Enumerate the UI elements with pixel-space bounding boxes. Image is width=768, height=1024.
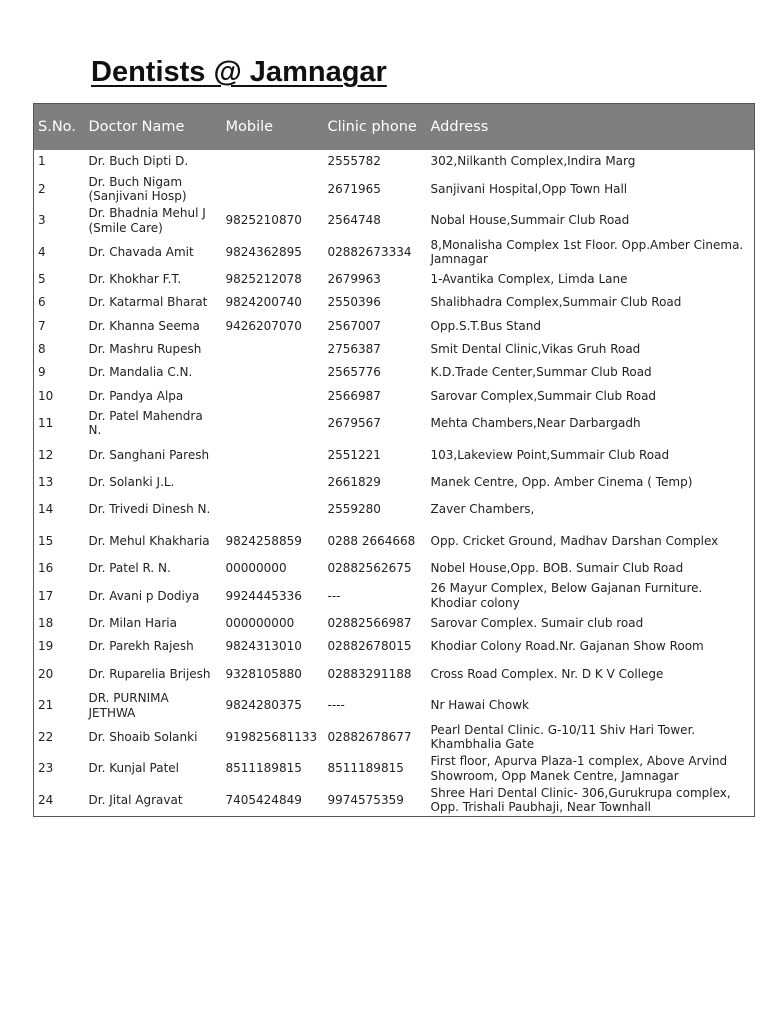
table-row xyxy=(34,753,755,785)
cell-clinic-phone: 2566987 xyxy=(327,388,381,403)
table-row xyxy=(34,361,755,384)
cell-sno: 20 xyxy=(38,666,54,681)
cell-mobile: 8511189815 xyxy=(225,761,302,776)
cell-sno: 21 xyxy=(38,698,54,713)
table-row xyxy=(34,236,755,268)
cell-clinic-phone: 2679963 xyxy=(327,272,381,287)
table-row xyxy=(34,173,755,205)
cell-doctor-name: Dr. Buch Nigam (Sanjivani Hosp) xyxy=(88,174,187,204)
cell-sno: 7 xyxy=(38,318,46,333)
header-doctor-name: Doctor Name xyxy=(85,104,222,151)
cell-address: Shalibhadra Complex,Summair Club Road xyxy=(430,295,682,310)
cell-mobile: 9824200740 xyxy=(225,295,302,310)
cell-doctor-name: Dr. Buch Dipti D. xyxy=(88,154,189,169)
table-row xyxy=(34,690,755,722)
cell-mobile: 9824280375 xyxy=(225,698,302,713)
cell-clinic-phone: 2661829 xyxy=(327,474,381,489)
cell-doctor-name: DR. PURNIMA JETHWA xyxy=(88,691,169,720)
cell-doctor-name: Dr. Trivedi Dinesh N. xyxy=(88,502,211,517)
cell-doctor-name: Dr. Avani p Dodiya xyxy=(88,588,200,603)
cell-address: Pearl Dental Clinic. G-10/11 Shiv Hari Tower. Khambhalia Gate xyxy=(430,722,696,752)
table-row xyxy=(34,580,755,612)
cell-address: Zaver Chambers, xyxy=(430,502,535,517)
header-mobile: Mobile xyxy=(222,104,324,151)
header-address: Address xyxy=(427,104,755,151)
cell-address: Opp. Cricket Ground, Madhav Darshan Complex xyxy=(430,533,719,548)
cell-sno: 2 xyxy=(38,181,46,196)
table-row xyxy=(34,150,755,173)
cell-doctor-name: Dr. Mashru Rupesh xyxy=(88,342,202,357)
cell-mobile xyxy=(222,408,324,440)
cell-address: First floor, Apurva Plaza-1 complex, Above Arvind Showroom, Opp Manek Centre, Jamnagar xyxy=(430,754,728,783)
cell-address: Sarovar Complex. Sumair club road xyxy=(430,616,644,631)
cell-mobile xyxy=(222,439,324,471)
cell-mobile xyxy=(222,338,324,361)
cell-mobile: 9426207070 xyxy=(225,318,302,333)
dentist-table xyxy=(33,103,755,817)
cell-address: Cross Road Complex. Nr. D K V College xyxy=(430,666,664,681)
cell-sno: 10 xyxy=(38,388,54,403)
cell-doctor-name: Dr. Patel Mahendra N. xyxy=(88,408,203,438)
cell-doctor-name: Dr. Shoaib Solanki xyxy=(88,729,198,744)
cell-sno: 12 xyxy=(38,447,54,462)
cell-sno: 22 xyxy=(38,729,54,744)
cell-clinic-phone: 2756387 xyxy=(327,342,381,357)
cell-clinic-phone: 2679567 xyxy=(327,416,381,431)
cell-sno: 8 xyxy=(38,342,46,357)
header-sno: S.No. xyxy=(34,104,85,151)
cell-mobile: 9328105880 xyxy=(225,666,302,681)
cell-sno: 17 xyxy=(38,588,54,603)
cell-clinic-phone: 8511189815 xyxy=(327,761,404,776)
cell-doctor-name: Dr. Khanna Seema xyxy=(88,318,200,333)
cell-address: Khodiar Colony Road.Nr. Gajanan Show Room xyxy=(430,639,704,654)
table-row xyxy=(34,384,755,407)
cell-doctor-name: Dr. Solanki J.L. xyxy=(88,474,175,489)
cell-address: Manek Centre, Opp. Amber Cinema ( Temp) xyxy=(430,474,693,489)
cell-mobile: 9824362895 xyxy=(225,244,302,259)
table-body xyxy=(34,150,755,816)
cell-clinic-phone: 02882562675 xyxy=(327,561,412,576)
cell-clinic-phone: 02882566987 xyxy=(327,616,412,631)
table-row xyxy=(34,338,755,361)
cell-address: Mehta Chambers,Near Darbargadh xyxy=(430,416,641,431)
cell-address: 302,Nilkanth Complex,Indira Marg xyxy=(430,154,636,169)
cell-doctor-name: Dr. Patel R. N. xyxy=(88,561,171,576)
cell-clinic-phone: 2567007 xyxy=(327,318,381,333)
cell-sno: 5 xyxy=(38,272,46,287)
cell-mobile xyxy=(222,494,324,526)
cell-mobile: 000000000 xyxy=(225,616,295,631)
cell-mobile: 9824258859 xyxy=(225,533,302,548)
cell-mobile: 9825212078 xyxy=(225,272,302,287)
cell-address: Sanjivani Hospital,Opp Town Hall xyxy=(430,181,628,196)
cell-doctor-name: Dr. Milan Haria xyxy=(88,616,177,631)
table-row xyxy=(34,291,755,314)
table-row xyxy=(34,314,755,337)
table-row xyxy=(34,658,755,690)
cell-clinic-phone: 2671965 xyxy=(327,181,381,196)
cell-mobile xyxy=(222,150,324,173)
cell-mobile: 919825681133 xyxy=(225,729,318,744)
cell-address: Nobal House,Summair Club Road xyxy=(430,213,630,228)
cell-doctor-name: Dr. Chavada Amit xyxy=(88,244,194,259)
table-row xyxy=(34,721,755,753)
cell-doctor-name: Dr. Parekh Rajesh xyxy=(88,639,194,654)
cell-clinic-phone: 02882678677 xyxy=(327,729,412,744)
cell-address: 8,Monalisha Complex 1st Floor. Opp.Amber Cinema. Jamnagar xyxy=(430,237,744,267)
cell-address: Nr Hawai Chowk xyxy=(430,698,530,713)
cell-sno: 1 xyxy=(38,154,46,169)
cell-doctor-name: Dr. Pandya Alpa xyxy=(88,388,184,403)
cell-mobile: 7405424849 xyxy=(225,792,302,807)
table-row xyxy=(34,612,755,635)
cell-mobile xyxy=(222,173,324,205)
cell-mobile xyxy=(222,471,324,494)
cell-sno: 23 xyxy=(38,761,54,776)
table-row xyxy=(34,494,755,526)
cell-sno: 11 xyxy=(38,416,54,431)
cell-address: Opp.S.T.Bus Stand xyxy=(430,318,541,333)
cell-clinic-phone: 9974575359 xyxy=(327,792,404,807)
cell-address: Smit Dental Clinic,Vikas Gruh Road xyxy=(430,342,641,357)
cell-mobile: 00000000 xyxy=(225,561,287,576)
cell-clinic-phone: 02882678015 xyxy=(327,639,412,654)
cell-doctor-name: Dr. Khokhar F.T. xyxy=(88,272,182,287)
cell-clinic-phone: 2565776 xyxy=(327,365,381,380)
cell-mobile: 9824313010 xyxy=(225,639,302,654)
cell-doctor-name: Dr. Katarmal Bharat xyxy=(88,295,208,310)
cell-clinic-phone: 2559280 xyxy=(327,502,381,517)
cell-mobile: 9924445336 xyxy=(225,588,302,603)
cell-mobile xyxy=(222,361,324,384)
cell-address: 26 Mayur Complex, Below Gajanan Furniture. Khodiar colony xyxy=(430,581,703,610)
cell-doctor-name: Dr. Ruparelia Brijesh xyxy=(88,666,211,681)
cell-clinic-phone: --- xyxy=(327,588,341,603)
table-row xyxy=(34,408,755,440)
header-clinic-phone: Clinic phone xyxy=(324,104,427,151)
table-row xyxy=(34,268,755,291)
cell-clinic-phone: 0288 2664668 xyxy=(327,533,416,548)
table-row xyxy=(34,439,755,471)
cell-mobile xyxy=(222,384,324,407)
cell-address: Shree Hari Dental Clinic- 306,Gurukrupa complex, Opp. Trishali Paubhaji, Near Townhall xyxy=(430,785,731,815)
cell-clinic-phone: 2555782 xyxy=(327,154,381,169)
table-row xyxy=(34,635,755,658)
cell-clinic-phone: 2551221 xyxy=(327,447,381,462)
cell-sno: 13 xyxy=(38,474,54,489)
cell-sno: 19 xyxy=(38,639,54,654)
cell-doctor-name: Dr. Jital Agravat xyxy=(88,792,183,807)
cell-doctor-name: Dr. Sanghani Paresh xyxy=(88,447,210,462)
cell-address: Nobel House,Opp. BOB. Sumair Club Road xyxy=(430,561,684,576)
cell-sno: 4 xyxy=(38,244,46,259)
cell-address: 1-Avantika Complex, Limda Lane xyxy=(430,272,628,287)
cell-doctor-name: Dr. Bhadnia Mehul J (Smile Care) xyxy=(88,206,206,235)
cell-sno: 3 xyxy=(38,213,46,228)
cell-sno: 6 xyxy=(38,295,46,310)
cell-address: Sarovar Complex,Summair Club Road xyxy=(430,388,657,403)
table-header-row xyxy=(34,104,755,151)
cell-sno: 24 xyxy=(38,792,54,807)
cell-address: K.D.Trade Center,Summar Club Road xyxy=(430,365,652,380)
table-row xyxy=(34,784,755,816)
cell-doctor-name: Dr. Mehul Khakharia xyxy=(88,533,210,548)
cell-sno: 15 xyxy=(38,533,54,548)
cell-clinic-phone: 2564748 xyxy=(327,213,381,228)
cell-clinic-phone: 02882673334 xyxy=(327,244,412,259)
cell-clinic-phone: 02883291188 xyxy=(327,666,412,681)
table-row xyxy=(34,525,755,557)
table-row xyxy=(34,471,755,494)
cell-doctor-name: Dr. Mandalia C.N. xyxy=(88,365,193,380)
cell-sno: 18 xyxy=(38,616,54,631)
table-row xyxy=(34,557,755,580)
cell-address: 103,Lakeview Point,Summair Club Road xyxy=(430,447,670,462)
cell-sno: 9 xyxy=(38,365,46,380)
cell-clinic-phone: ---- xyxy=(327,698,345,713)
cell-clinic-phone: 2550396 xyxy=(327,295,381,310)
cell-sno: 16 xyxy=(38,561,54,576)
cell-mobile: 9825210870 xyxy=(225,213,302,228)
cell-sno: 14 xyxy=(38,502,54,517)
page-title: Dentists @ Jamnagar xyxy=(91,56,387,88)
cell-doctor-name: Dr. Kunjal Patel xyxy=(88,761,179,776)
table-row xyxy=(34,205,755,237)
